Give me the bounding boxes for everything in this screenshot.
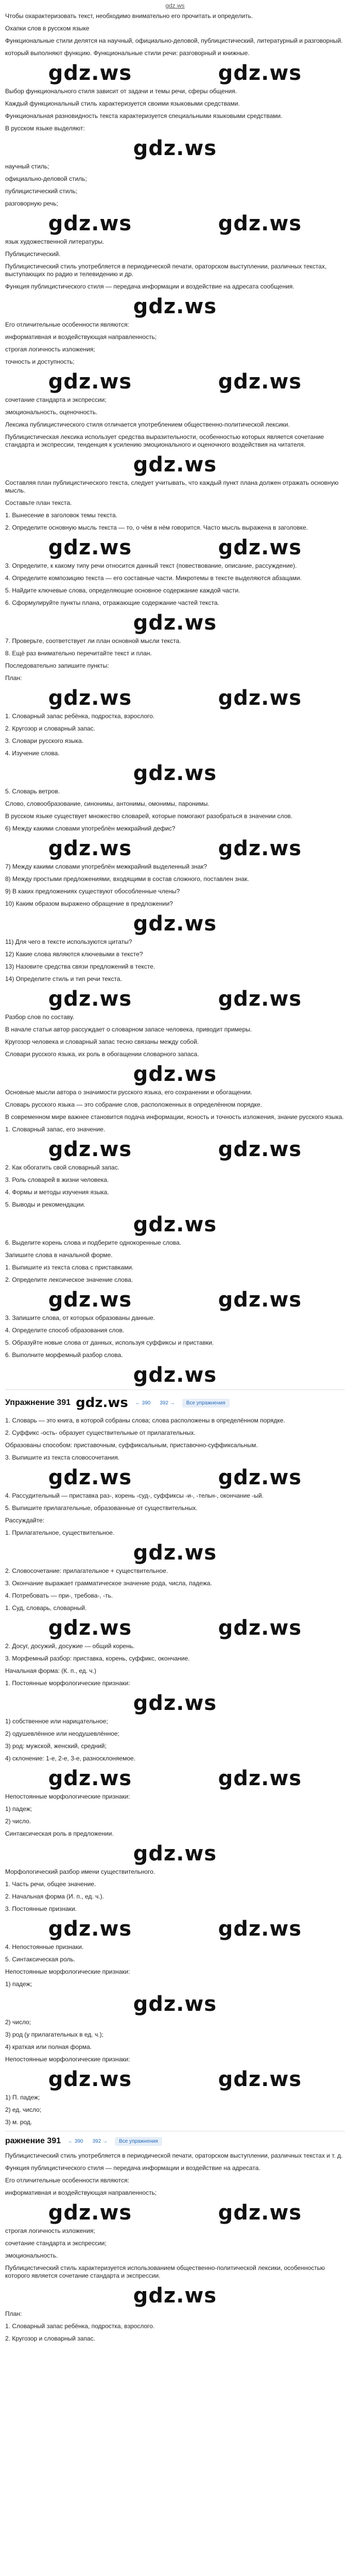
text-line: 2. Кругозор и словарный запас. (5, 725, 95, 732)
watermark-text: gdz.ws (48, 536, 132, 560)
watermark-text: gdz.ws (133, 1842, 217, 1866)
text-line: 5. Выводы и рекомендации. (5, 1201, 85, 1208)
watermark-text: gdz.ws (48, 212, 132, 235)
next-exercise-button[interactable]: 392 → (92, 2138, 108, 2144)
watermark-text: gdz.ws (133, 295, 217, 318)
watermark-text: gdz.ws (133, 1541, 217, 1565)
text-line: Функция публицистического стиля — передача информации и воздействие на адресата. (5, 2164, 260, 2172)
text-line: Словарь русского языка — это собрание слов, расположенных в определённом порядке. (5, 1101, 262, 1108)
text-line: Запишите слова в начальной форме. (5, 1251, 113, 1259)
text-line: 1) падеж; (5, 1805, 32, 1812)
text-line: который выполняют функцию. Функциональные стили речи: разговорный и книжные. (5, 49, 250, 57)
text-line: 1) падеж; (5, 1980, 32, 1988)
watermark-text: gdz.ws (48, 61, 132, 85)
text-line: 1. Словарный запас ребёнка, подростка, взрослого. (5, 2323, 155, 2330)
text-line: 4. Формы и методы изучения языка. (5, 1189, 109, 1196)
text-line: Его отличительные особенности являются: (5, 2177, 129, 2184)
text-line: 3. Роль словарей в жизни человека. (5, 1176, 109, 1183)
watermark-text: gdz.ws (218, 1616, 302, 1640)
text-line: Каждый функциональный стиль характеризуется своими языковыми средствами. (5, 100, 240, 107)
text-line: сочетание стандарта и экспрессии; (5, 2240, 107, 2247)
watermark-row (5, 912, 345, 935)
section-exercise-answer (5, 1417, 345, 2126)
watermark-row (5, 1541, 345, 1564)
watermark-text: gdz.ws (48, 686, 132, 710)
text-line: строгая логичность изложения; (5, 346, 95, 353)
watermark-row (5, 988, 345, 1010)
text-line: 1. Часть речи, общее значение. (5, 1880, 96, 1888)
text-line: 11) Для чего в тексте используются цитаты? (5, 938, 132, 945)
watermark-text: gdz.ws (218, 536, 302, 560)
text-line: 1) П. падеж; (5, 2094, 40, 2101)
watermark-text: gdz.ws (218, 1466, 302, 1489)
watermark-row (5, 1767, 345, 1790)
text-line: 3. Окончание выражает грамматическое значение рода, числа, падежа. (5, 1580, 212, 1587)
text-line: 4. Изучение слова. (5, 750, 60, 757)
text-line: Его отличительные особенности являются: (5, 321, 129, 328)
watermark-text: gdz.ws (48, 370, 132, 394)
watermark-text: gdz.ws (218, 2201, 302, 2225)
text-line: 4. Определите композицию текста — его составные части. Микротемы в тексте выделяются абзацами. (5, 574, 302, 582)
text-line: Чтобы охарактеризовать текст, необходимо внимательно его прочитать и определить. (5, 12, 253, 20)
watermark-text: gdz.ws (218, 212, 302, 235)
watermark-text: gdz.ws (48, 2201, 132, 2225)
text-line: 5. Словарь ветров. (5, 788, 60, 795)
text-line: 2) число; (5, 2019, 31, 2026)
watermark-row (5, 1617, 345, 1639)
watermark-row (5, 212, 345, 235)
exercise-header (5, 1395, 345, 1411)
watermark-text: gdz.ws (218, 1917, 302, 1941)
text-line: Функциональная разновидность текста характеризуется специальными языковыми средствами. (5, 112, 283, 120)
text-line: План: (5, 2310, 22, 2317)
watermark-row (5, 837, 345, 860)
text-line: В начале статьи автор рассуждает о словарном запасе человека, приводит примеры. (5, 1026, 252, 1033)
text-line: публицистический стиль; (5, 188, 78, 195)
text-line: Синтаксическая роль в предложении. (5, 1830, 114, 1837)
exercise-title: Упражнение 391 (5, 1398, 71, 1407)
text-line: 1. Суд, словарь, словарный. (5, 1604, 87, 1612)
text-line: Кругозор человека и словарный запас тесно связаны между собой. (5, 1038, 199, 1045)
text-line: точность и доступность; (5, 358, 75, 365)
text-line: 8. Ещё раз внимательно перечитайте текст и план. (5, 650, 152, 657)
watermark-row (5, 1466, 345, 1489)
text-line: Разбор слов по составу. (5, 1013, 75, 1021)
watermark-row (5, 1692, 345, 1715)
watermark-row (5, 2201, 345, 2224)
text-line: Последовательно запишите пункты: (5, 662, 109, 669)
watermark-row (5, 1138, 345, 1161)
watermark-text: gdz.ws (48, 1466, 132, 1489)
watermark-row (5, 1842, 345, 1865)
text-line: Лексика публицистического стиля отличается употреблением общественно-политической лексики. (5, 421, 290, 428)
text-line: 3. Выпишите из текста словосочетания. (5, 1454, 120, 1461)
text-line: Публицистическая лексика использует средства выразительности, особенностью которых является сочетание стандарта и экспрессии, тенденция к усилению эмоционального и оценочного воздействия на читателя. (5, 433, 324, 448)
text-line: 1) собственное или нарицательное; (5, 1718, 108, 1725)
text-line: 13) Назовите средства связи предложений в тексте. (5, 963, 155, 970)
watermark-text: gdz.ws (218, 1288, 302, 1312)
text-line: 4. Непостоянные признаки. (5, 1943, 84, 1951)
watermark-row (5, 62, 345, 84)
text-line: Публицистический. (5, 250, 61, 258)
text-line: 3. Запишите слова, от которых образованы данные. (5, 1314, 155, 1321)
text-line: Публицистический стиль характеризуется использованием общественно-политической лексики, особенностью которого является сочетание стандарта и экспрессии. (5, 2264, 325, 2279)
watermark-row (5, 612, 345, 634)
watermark-row (5, 453, 345, 476)
watermark-row (5, 2068, 345, 2091)
text-line: 4) краткая или полная форма. (5, 2043, 92, 2050)
text-line: 3. Определите, к какому типу речи относится данный текст (повествование, описание, рассуждение). (5, 562, 297, 569)
watermark-text: gdz.ws (133, 137, 217, 160)
text-line: 3) м. род. (5, 2119, 32, 2126)
watermark-row (5, 536, 345, 559)
text-line: Начальная форма: (К. п., ед. ч.) (5, 1667, 97, 1674)
section-repeat (5, 2152, 345, 2343)
text-line: Функциональные стили делятся на научный, официально-деловой, публицистический, литературный и разговорный. (5, 37, 343, 44)
text-line: 14) Определите стиль и тип речи текста. (5, 975, 122, 982)
text-line: 2. Суффикс -ость- образует существительные от прилагательных. (5, 1429, 196, 1436)
text-line: Публицистический стиль употребляется в периодической печати, ораторском выступлении, различных текстах и т. д. (5, 2152, 343, 2159)
watermark-text: gdz.ws (48, 837, 132, 860)
text-line: язык художественной литературы. (5, 238, 104, 245)
text-line: Непостоянные морфологические признаки: (5, 1968, 130, 1975)
text-line: 2) число. (5, 1818, 31, 1825)
exercise-header-repeat (5, 2137, 345, 2146)
text-line: сочетание стандарта и экспрессии; (5, 396, 107, 403)
text-line: Составьте план текста. (5, 499, 72, 506)
watermark-row (5, 1993, 345, 2015)
text-line: 2. Словосочетание: прилагательное + существительное. (5, 1567, 168, 1574)
text-line: 4. Определите способ образования слов. (5, 1327, 125, 1334)
watermark-row (5, 1918, 345, 1940)
watermark-text: gdz.ws (48, 2067, 132, 2091)
watermark-row (5, 1063, 345, 1086)
watermark-text: gdz.ws (133, 1691, 217, 1715)
text-line: 2. Кругозор и словарный запас. (5, 2335, 95, 2342)
watermark-text: gdz.ws (133, 1213, 217, 1236)
watermark-row (5, 2284, 345, 2307)
section-theory (5, 12, 345, 1386)
text-line: 2. Определите лексическое значение слова. (5, 1276, 133, 1283)
text-line: 3. Словари русского языка. (5, 737, 84, 744)
watermark-text: gdz.ws (133, 2284, 217, 2308)
prev-exercise-button[interactable]: ← 390 (68, 2138, 83, 2144)
watermark-row (5, 687, 345, 709)
text-line: 2. Как обогатить свой словарный запас. (5, 1164, 119, 1171)
text-line: Морфологический разбор имени существительного. (5, 1868, 155, 1875)
watermark-text: gdz.ws (76, 1395, 128, 1411)
text-line: В современном мире важнее становится подача информации, ясность и точность изложения, знание русского языка. (5, 1113, 344, 1121)
text-line: Рассуждайте: (5, 1517, 45, 1524)
text-line: В русском языке выделяют: (5, 125, 85, 132)
watermark-text: gdz.ws (48, 987, 132, 1011)
watermark-row (5, 1364, 345, 1386)
text-line: Функция публицистического стиля — передача информации и воздействие на адресата сообщения. (5, 283, 294, 290)
text-line: 1. Словарный запас ребёнка, подростка, взрослого. (5, 713, 155, 720)
watermark-text: gdz.ws (133, 611, 217, 635)
text-line: Публицистический стиль употребляется в периодической печати, ораторском выступлении, различных текстах, выступающих по радио и телевидению и др. (5, 263, 327, 278)
watermark-text: gdz.ws (218, 987, 302, 1011)
text-line: 2. Начальная форма (И. п., ед. ч.). (5, 1893, 104, 1900)
text-line: 4. Рассудительный — приставка раз-, корень -суд-, суффиксы -и-, -тельн-, окончание -ый. (5, 1492, 264, 1499)
text-line: 1. Постоянные морфологические признаки: (5, 1680, 130, 1687)
text-line: 1. Словарь — это книга, в которой собраны слова; слова расположены в определённом порядке. (5, 1417, 285, 1424)
watermark-text: gdz.ws (48, 1616, 132, 1640)
text-line: научный стиль; (5, 163, 49, 170)
site-brand-link[interactable]: gdz.ws (165, 2, 185, 9)
text-line: 1. Словарный запас, его значение. (5, 1126, 106, 1133)
text-line: 8) Между простыми предложениями, входящими в состав сложного, поставлен знак. (5, 875, 249, 883)
watermark-row (5, 762, 345, 785)
text-line: 6. Выделите корень слова и подберите однокоренные слова. (5, 1239, 182, 1246)
text-line: 4. Потребовать — при-, требова-, -ть. (5, 1592, 113, 1599)
text-line: разговорную речь; (5, 200, 58, 207)
text-line: Основные мысли автора о значимости русского языка, его сохранении и обогащении. (5, 1089, 253, 1096)
text-line: строгая логичность изложения; (5, 2227, 95, 2234)
text-line: 1. Выпишите из текста слова с приставками. (5, 1264, 134, 1271)
text-line: В русском языке существует множество словарей, которые помогают разобраться в значении слов. (5, 812, 293, 820)
text-line: 3. Морфемный разбор: приставка, корень, суффикс, окончание. (5, 1655, 190, 1662)
watermark-row (5, 1213, 345, 1236)
text-line: 6) Между какими словами употреблён межкрайний дефис? (5, 825, 176, 832)
text-line: Составляя план публицистического текста, следует учитывать, что каждый пункт плана должен отражать основную мысль. (5, 479, 339, 494)
text-line: 5. Выпишите прилагательные, образованные от существительных. (5, 1504, 198, 1512)
watermark-text: gdz.ws (218, 686, 302, 710)
text-line: Охапки слов в русском языке (5, 25, 90, 32)
watermark-text: gdz.ws (48, 1767, 132, 1790)
text-line: эмоциональность, оценочность. (5, 409, 98, 416)
watermark-text: gdz.ws (218, 837, 302, 860)
text-line: 2. Досуг, досужий, досужие — общий корень. (5, 1642, 135, 1650)
watermark-text: gdz.ws (133, 1992, 217, 2016)
text-line: 5. Синтаксическая роль. (5, 1956, 76, 1963)
text-line: 3. Постоянные признаки. (5, 1905, 77, 1912)
text-line: 1. Вынесение в заголовок темы текста. (5, 512, 118, 519)
text-line: Непостоянные морфологические признаки: (5, 2056, 130, 2063)
divider (5, 1389, 345, 1390)
watermark-text: gdz.ws (218, 61, 302, 85)
watermark-text: gdz.ws (218, 1767, 302, 1790)
text-line: Словари русского языка, их роль в обогащении словарного запаса. (5, 1050, 199, 1058)
prev-exercise-button[interactable]: ← 390 (135, 1400, 151, 1406)
all-exercises-button[interactable]: Все упражнения (182, 1399, 230, 1408)
text-line: 6. Выполните морфемный разбор слова. (5, 1351, 123, 1359)
text-line: Выбор функционального стиля зависит от задачи и темы речи, сферы общения. (5, 88, 237, 95)
watermark-text: gdz.ws (48, 1288, 132, 1312)
text-line: 12) Какие слова являются ключевыми в тексте? (5, 951, 143, 958)
watermark-text: gdz.ws (133, 453, 217, 477)
text-line: эмоциональность. (5, 2252, 58, 2259)
watermark-text: gdz.ws (48, 1138, 132, 1161)
text-line: 7) Между какими словами употреблён межкрайний выделенный знак? (5, 863, 207, 870)
watermark-text: gdz.ws (218, 1138, 302, 1161)
watermark-row (5, 295, 345, 318)
text-line: План: (5, 674, 22, 682)
text-line: 2) ед. число; (5, 2106, 42, 2113)
next-exercise-button[interactable]: 392 → (160, 1400, 175, 1406)
watermark-row (5, 1289, 345, 1311)
text-line: 5. Образуйте новые слова от данных, используя суффиксы и приставки. (5, 1339, 214, 1346)
watermark-text: gdz.ws (48, 1917, 132, 1941)
text-line: информативная и воздействующая направленность; (5, 333, 157, 341)
text-line: 5. Найдите ключевые слова, определяющие основное содержание каждой части. (5, 587, 240, 594)
watermark-text: gdz.ws (133, 912, 217, 936)
text-line: 7. Проверьте, соответствует ли план основной мысли текста. (5, 637, 181, 645)
text-line: 10) Каким образом выражено обращение в предложении? (5, 900, 173, 907)
watermark-text: gdz.ws (218, 2067, 302, 2091)
watermark-text: gdz.ws (133, 761, 217, 785)
text-line: информативная и воздействующая направленность; (5, 2189, 157, 2196)
text-line: 2) одушевлённое или неодушевлённое; (5, 1730, 119, 1737)
text-line: Образованы способом: приставочным, суффиксальным, приставочно-суффиксальным. (5, 1442, 258, 1449)
text-line: 2. Определите основную мысль текста — то, о чём в нём говорится. Часто мысль выражена в заголовке. (5, 524, 308, 531)
text-line: Слово, словообразование, синонимы, антонимы, омонимы, паронимы. (5, 800, 209, 807)
text-line: 6. Сформулируйте пункты плана, отражающие содержание частей текста. (5, 599, 220, 606)
text-line: 3) род (у прилагательных в ед. ч.); (5, 2031, 104, 2038)
text-line: 9) В каких предложениях существуют обособленные члены? (5, 888, 180, 895)
text-line: официально-деловой стиль; (5, 175, 87, 182)
watermark-row (5, 370, 345, 393)
all-exercises-button[interactable]: Все упражнения (115, 2137, 162, 2146)
watermark-text: gdz.ws (133, 1062, 217, 1086)
watermark-row (5, 137, 345, 160)
text-line: Непостоянные морфологические признаки: (5, 1793, 130, 1800)
watermark-text: gdz.ws (218, 370, 302, 394)
watermark-text: gdz.ws (133, 1363, 217, 1387)
exercise-title: ражнение 391 (5, 2137, 61, 2145)
text-line: 1. Прилагательное, существительное. (5, 1529, 115, 1536)
text-line: 3) род: мужской, женский, средний; (5, 1742, 107, 1750)
text-line: 4) склонение: 1-е, 2-е, 3-е, разносклоняемое. (5, 1755, 136, 1762)
